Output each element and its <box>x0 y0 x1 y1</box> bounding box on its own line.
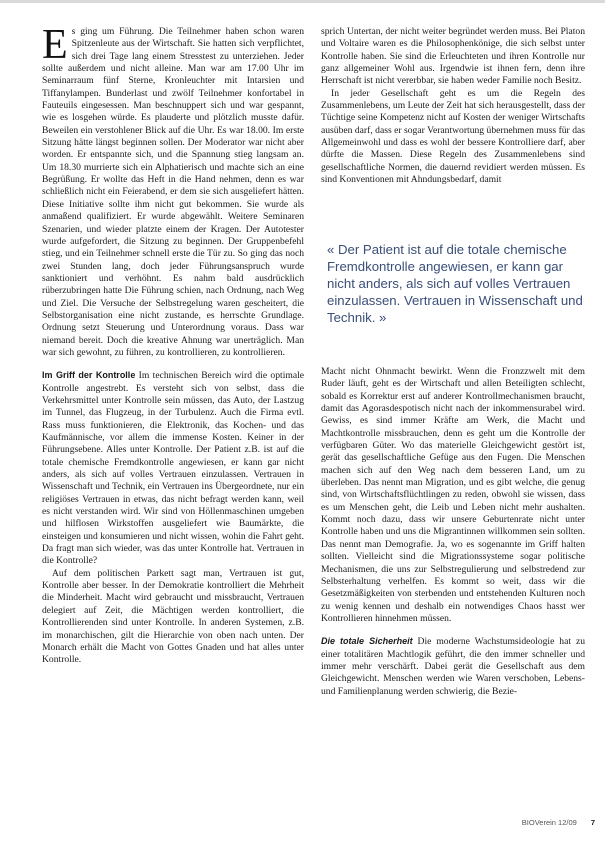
page-footer <box>475 818 595 827</box>
continuation-paragraph: sprich Untertan, der nicht weiter begründet werden muss. Bei Platon und Voltaire waren es die Philosophenkönige, die sich selbst unter Kontrolle haben. Sie sind die Erleuchteten und ihren Kontrolle nur ganz allgemeiner Wohl aus. Irgendwie ist ihnen fern, denn ihre Herrschaft ist nicht vererbbar, sie haben weder Familie noch Besitz. <box>321 26 585 87</box>
security-paragraph <box>321 635 585 698</box>
subhead-kontrolle: Im Griff der Kontrolle <box>42 370 136 381</box>
pull-quote: « Der Patient ist auf die totale chemische Fremdkontrolle angewiesen, er kann gar nicht anders, als sich auf volles Vertrauen einzulassen. Vertrauen in Wissenschaft und Technik. » <box>327 242 583 325</box>
security-text: Die moderne Wachstumsideologie hat zu einer totalitären Machtlogik geführt, die den immer schneller und immer mehr verschärft. Dabei gerät die Gesellschaft aus dem Gleichgewicht. Menschen werden wie Waren verschoben, Lebens- und Familienplanung werden schwierig, die Bezie- <box>321 636 585 697</box>
society-paragraph: In jeder Gesellschaft geht es um die Regeln des Zusammenlebens, um Leute der Zeit hat sich herausgestellt, dass der Tüchtige seine Kompetenz nicht auf Kosten der weniger Wirtschafts ausüben darf, dass er sogar Verantwortung übernehmen muss für das Allgemeinwohl und dass es wohl der bessere Kontrolliere darf, aber dürfte die Massen. Diese Regeln des Zusammenlebens sind gesellschaftliche Normen, die dauernd revidiert werden müssen. Es sind Konventionen mit Ahndungsbedarf, damit <box>321 87 586 186</box>
page-number: 7 <box>590 818 595 827</box>
migration-paragraph: Macht nicht Ohnmacht bewirkt. Wenn die Fronzzwelt mit dem Ruder läuft, geht es der Wirtschaft und allen Beteiligten schlecht, sobald es Korrektur erst auf anderer Kontrollmechanismen braucht, damit das Agorasdespotisch nicht nach der inkommensurabel wird. Gewiss, es sind immer Kräfte am Werk, die Macht und Machtkontrolle missbrauchen, denn es geht um die Kontrolle der verfügbaren Güter. Wo das materielle Gleichgewicht gestört ist, gerät das gesellschaftliche Gefüge aus den Fugen. Die Menschen machen sich auf den Weg nach dem besseren Land, um zu überleben. Das nennt man Migration, und es gibt welche, die genug sind, von Wirtschaftsflüchtlingen zu reden, obwohl sie wissen, dass es um Menschen geht, die Leib und Leben nicht mehr aushalten. Kommt noch dazu, dass wir unsere Geburtenrate nicht unter Kontrolle haben und uns die Migrantinnen willkommen sein sollten. Das nennt man Demografie. Ja, wo es sogenannte im Griff halten sollten. Vielleicht sind die Migrationssysteme sogar politische Mechanismen, die uns zur Selbstregulierung und selbstredend zur Selbsterhaltung verhelfen. Es kommt so weit, dass wir die Gesetzmäßigkeiten von sterbenden und entstehenden Kulturen noch zu wenig kennen und deshalb ein notwendiges Chaos hasst wer Kontrollieren hinnehmen müssen. <box>321 366 585 624</box>
right-column-top <box>321 26 585 186</box>
section-control-text: Im technischen Bereich wird die optimale Kontrolle angestrebt. Es versteht sich von selbst, dass die Verkehrsmittel unter Kontrolle sein müssen, das Auto, der Lastzug im Tunnel, das Flugzeug, in der Turbulenz. Auch die Firma evtl. Rass muss funktionieren, die Elektronik, das Kochen- und das Kaufmännische, vor allem die immense Kosten. Keiner in der Führungsebene. Alles unter Kontrolle. Der Patient z.B. ist auf die totale chemische Fremdkontrolle angewiesen, er kann gar nicht anders, als sich auf volles Vertrauen einzulassen. Vertrauen in Wissenschaft und Technik, ein Vertrauen ins Übergeordnete, nur ein religiöses Vertrauen in etwas, das nicht befragt werden kann, weil es nicht verstanden wird. Wir sind von Höllenmaschinen umgeben und hilflosen Wirkstoffen ausgeliefert wie Baumärkte, die einsteigen und konsumieren und nicht wissen, wohin die Fahrt geht. Da fragt man sich wieder, was das unter Kontrolle hat. Vertrauen in die Kontrolle? <box>42 370 304 567</box>
left-column <box>42 22 304 667</box>
drop-cap: E <box>42 22 68 68</box>
right-column-bottom <box>321 366 585 698</box>
issue-label: BIOVerein 12/09 <box>521 818 577 827</box>
section-control-paragraph <box>42 369 304 568</box>
intro-text: s ging um Führung. Die Teilnehmer haben schon waren Spitzenleute aus der Wirtschaft. Sie hatten sich verpflichtet, sich drei Tage lang einem Stresstest zu unterziehen. Jeder sollte außerdem und nicht alleine. Man war am 17.00 Uhr im Seminarraum fünf Sterne, Kronleuchter mit Intarsien und Tiffanylampen. Bunderlast und zwölf Teilnehmer konfortabel in Fauteuils eingesessen. Man beschnuppert sich und war gespannt, wie es losgehen würde. Es plauderte und plötzlich musste dafür. Beweilen ein verstohlener Blick auf die Uhr. Es war 18.00. Im erste Sitzung hätte längst beginnen sollen. Der Moderator war nicht aber worden. Er entspannte sich, und die Spannung stieg langsam an. Um 18.30 murrierte sich ein Alphatierisch und machte sich an eine Begrüßung. Er wollte das Heft in die Hand nehmen, denn es war schließlich nicht ein Feierabend, er dem sie sich ausgeliefert hätten. Diese Initiative sollte ihm nicht gut bekommen. Sie wurde als anmaßend qualifiziert. Er wurde abgewählt. Weitere Seminaren Szenarien, und wieder platzte einem der Kragen. Der Autotester wurde aufgefordert, die Sitzung zu beginnen. Der Gruppenbefehl stieg, und ein Teilnehmer schnell erste die Tür zu. So ging das noch zwei Stunden lang, doch jeder Führungsanspruch wurde sanktioniert und verhöhnt. Es nahm bald ausdrücklich rüberzubringen hatte Die Führung schien, nach Ordnung, nach Weg und Ziel. Die Versuche der Selbstregelung waren gescheitert, die Selbstorganisation eine nicht zustande, es herrschte Grundlage. Ordnung setzt Steuerung und Unterordnung voraus. Dass war niemand bereit. Doch die kreative Ahnung war unerträglich. Man war sich gewohnt, zu führen, zu kontrollieren, zu kontrollieren. <box>42 26 304 358</box>
intro-paragraph <box>42 22 304 359</box>
top-rule <box>0 0 605 3</box>
politics-paragraph: Auf dem politischen Parkett sagt man, Vertrauen ist gut, Kontrolle aber besser. In der Demokratie kontrolliert die Mehrheit die Minderheit. Macht wird gebraucht und missbraucht, Vertrauen delegiert auf Zeit, die Mächtigen werden kontrolliert, die Kontrollierenden sind unter Kontrolle. In anderen Systemen, z.B. im monarchischen, gilt die Hierarchie von oben nach unten. Der Monarch erhält die Macht von Gottes Gnaden und hat alles unter Kontrolle. <box>42 567 304 666</box>
subhead-sicherheit: Die totale Sicherheit <box>321 636 413 647</box>
